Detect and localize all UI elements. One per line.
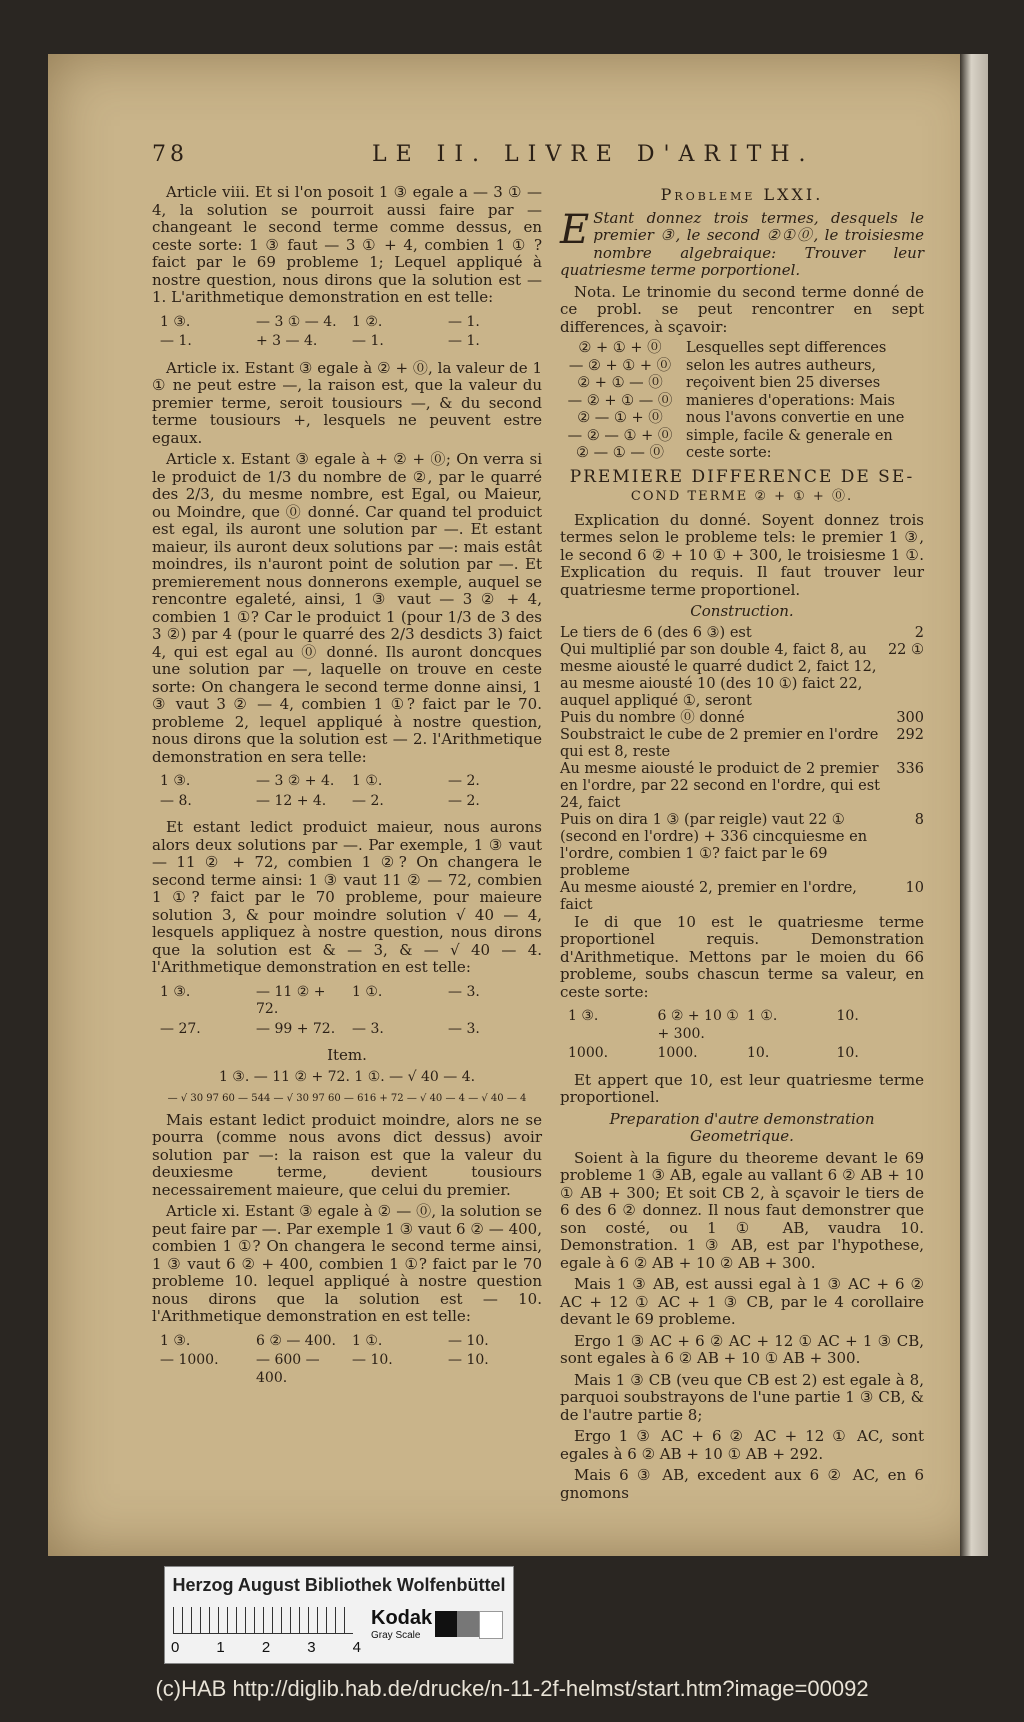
library-color-card xyxy=(164,1566,514,1664)
problem-title: Probleme LXXI. xyxy=(660,185,824,204)
calc-cell: — 1. xyxy=(448,333,480,349)
kodak-label xyxy=(371,1607,432,1641)
calc-cell: — 1. xyxy=(448,313,480,330)
calc-cell: — 3 ① — 4. xyxy=(256,313,337,330)
construction-steps xyxy=(560,625,924,914)
calc-cell: — 1. xyxy=(160,333,192,349)
gray-scale-label: Gray Scale xyxy=(371,1630,421,1641)
calc-cell: — 1. xyxy=(352,333,384,349)
calc-cell: — 3. xyxy=(352,1020,384,1037)
construction-step-value: 2 xyxy=(914,624,924,641)
calc-cell: — 600 — 400. xyxy=(256,1352,320,1386)
page-number: 78 xyxy=(152,142,188,167)
construction-step-value: 10 xyxy=(905,879,924,896)
calc-cell: — 1000. xyxy=(160,1352,219,1368)
construction-step-value: 300 xyxy=(896,709,924,726)
problem-statement xyxy=(560,206,924,280)
calc-cell: 1 ③. xyxy=(568,1008,599,1024)
calc-cell: 1 ③. xyxy=(160,1332,191,1349)
article-10-end: Mais estant ledict produict moindre, alors ne se pourra (comme nous avons dict dessus) avoir solution par —: la raison est que la valeur du deuxiesme terme, devient tousiours necessairement maieure, que celui du premier. xyxy=(152,1110,542,1199)
calc-cell: 1 ①. xyxy=(352,773,383,789)
preparation-heading: Preparation d'autre demonstration Geometrique. xyxy=(609,1109,875,1145)
nota: Nota. Le trinomie du second terme donné de ce probl. se peut rencontrer en sept differences, à sçavoir: xyxy=(560,282,924,336)
ruler-scale xyxy=(173,1607,353,1634)
construction-step-text: Puis du nombre ⓪ donné xyxy=(560,709,745,726)
construction-step-text: Au mesme aiousté 2, premier en l'ordre, faict xyxy=(560,879,857,913)
conclusion: Ie di que 10 est le quatriesme terme proportionel requis. Demonstration d'Arithmetique. Mettons par le moien du 66 probleme, soubs chascun terme sa valeur, en ceste sorte: xyxy=(560,912,924,1001)
library-name: Herzog August Bibliothek Wolfenbüttel xyxy=(172,1575,506,1595)
construction-step-text: Puis on dira 1 ③ (par reigle) vaut 22 ① (second en l'ordre) + 336 cincquiesme en l'ordre, combien 1 ①? faict par le 69 probleme xyxy=(560,811,868,879)
construction-step-text: Le tiers de 6 (des 6 ③) est xyxy=(560,624,752,641)
appert: Et appert que 10, est leur quatriesme terme proportionel. xyxy=(560,1070,924,1106)
calc-cell: 1 ③. xyxy=(160,983,191,1000)
difference-item: — ② + ① — ⓪ xyxy=(567,392,673,409)
construction-step-text: Soubstraict le cube de 2 premier en l'ordre qui est 8, reste xyxy=(560,726,879,760)
calc-line-4b: — √ 30 97 60 — 544 — √ 30 97 60 — 616 + 72 — √ 40 — 4 — √ 40 — 4 xyxy=(167,1093,527,1104)
right-column xyxy=(560,184,924,1506)
construction-step-text: Au mesme aiousté le produict de 2 premier en l'ordre, par 22 second en l'ordre, qui est 24, faict xyxy=(560,760,880,811)
differences-block xyxy=(560,340,924,463)
calc-block-1 xyxy=(158,313,542,352)
calc-block-6 xyxy=(566,1007,924,1064)
calc-cell: — 99 + 72. xyxy=(256,1020,336,1037)
difference-item: ② — ① — ⓪ xyxy=(576,445,664,461)
running-header xyxy=(152,142,922,168)
calc-cell: — 3 ② + 4. xyxy=(256,773,335,789)
calc-cell: 1000. xyxy=(657,1045,698,1061)
item-heading: Item. xyxy=(327,1046,367,1064)
calc-cell: — 3. xyxy=(448,1020,480,1037)
article-9: Article ix. Estant ③ egale à ② + ⓪, la valeur de 1 ① ne peut estre —, la raison est, que la valeur du premier terme, seroit tousiours —, & du second terme tousiours +, lesquels ne peuvent estre egaux. xyxy=(152,358,542,447)
calc-cell: 6 ② — 400. xyxy=(256,1332,336,1349)
article-10: Article x. Estant ③ egale à + ② + ⓪; On verra si le produict de 1/3 du nombre de ②, par le quarré des 2/3, du mesme nombre, est Egal, ou Maieur, ou Moindre, que ⓪ donné. Car quand tel produict est egal, ils auront une solution par —. Et estant maieur, ils auront deux solutions par —: mais estât moindres, ils n'auront point de solution par —. Et premierement nous donnerons exemple, auquel se rencontre egaleté, ainsi, 1 ③ vaut — 3 ② + 4, combien 1 ①? Car le produict 1 (pour 1/3 de 3 des 3 ②) par 4 (pour le quarré des 2/3 desdicts 3) faict 4, qui est egal au ⓪ donné. Ils auront doncques une solution par —, laquelle on trouve en ceste sorte: On changera le second terme donne ainsi, 1 ③ vaut 3 ② — 4, combien 1 ①? faict par le 70. probleme 2, lequel appliqué à nostre question, nous dirons que la solution est — 2. l'Arithmetique demonstration en sera telle: xyxy=(152,450,542,766)
calc-cell: — 3. xyxy=(448,983,480,1000)
calc-cell: + 3 — 4. xyxy=(256,333,318,349)
calc-cell: 10. xyxy=(836,1045,859,1061)
calc-cell: — 11 ② + 72. xyxy=(256,983,326,1017)
swatch-white xyxy=(479,1611,503,1639)
calc-cell: — 2. xyxy=(352,792,384,809)
article-10-continued: Et estant ledict produict maieur, nous aurons alors deux solutions par —. Par exemple, 1 ③ vaut — 11 ② + 72, combien 1 ②? On changera le second terme ainsi: 1 ③ vaut 11 ② — 72, combien 1 ①? faict par le 70 probleme, pour maieure solution 3, & pour moindre solution √ 40 — 4, lesquels appliquez à nostre question, nous dirons que la solution est & — 3, & — √ 40 — 4. l'Arithmetique demonstration en est telle: xyxy=(152,818,542,976)
calc-cell: 1 ③. xyxy=(160,313,191,330)
calc-cell: 10. xyxy=(836,1008,859,1024)
difference-item: ② + ① + ⓪ xyxy=(578,340,662,356)
calc-cell: — 2. xyxy=(448,792,480,809)
difference-item: ② + ① — ⓪ xyxy=(577,375,663,391)
calc-cell: 1 ②. xyxy=(352,313,383,330)
geometric-paragraph: Soient à la figure du theoreme devant le 69 probleme 1 ③ AB, egale au vallant 6 ② AB + 10 ① AB + 300; Et soit CB 2, à sçavoir le tiers de 6 des 6 ② donnez. Il nous faut demonstrer que son costé, ou 1 ① AB, vaudra 10. Demonstration. 1 ③ AB, est par l'hypothese, egale à 6 ② AB + 10 ② AB + 300. xyxy=(560,1148,924,1272)
ruler-numbers xyxy=(171,1639,361,1656)
geometric-paragraph: Ergo 1 ③ AC + 6 ② AC + 12 ① AC, sont egales à 6 ② AB + 10 ① AB + 292. xyxy=(560,1427,924,1463)
calc-cell: — 12 + 4. xyxy=(256,792,327,809)
article-11: Article xi. Estant ③ egale à ② — ⓪, la solution se peut faire par —. Par exemple 1 ③ vaut 6 ② — 400, combien 1 ①? On changera le second terme ainsi, 1 ③ vaut 6 ② + 400, combien 1 ①? faict par le 70 probleme 10. lequel appliqué à nostre question nous dirons que la solution est — 10. l'Arithmetique demonstration en est telle: xyxy=(152,1202,542,1325)
geometric-paragraph: Mais 6 ③ AB, excedent aux 6 ② AC, en 6 gnomons xyxy=(560,1466,924,1502)
calc-block-5 xyxy=(158,1332,542,1389)
article-8: Article viii. Et si l'on posoit 1 ③ egale a — 3 ① — 4, la solution se pourroit aussi faire par — changeant le second terme comme dessus, en ceste sorte: 1 ③ faut — 3 ① + 4, combien 1 ① ? faict par le 69 probleme 1; Lequel appliqué à nostre question, nous dirons que la solution est — 1. L'arithmetique demonstration en est telle: xyxy=(152,183,542,306)
calc-block-2 xyxy=(158,772,542,811)
calc-cell: — 27. xyxy=(160,1020,201,1037)
problem-text: Stant donnez trois termes, desquels le premier ③, le second ②①⓪, le troisiesme nombre algebraique: Trouver leur quatriesme terme porportionel. xyxy=(560,208,924,279)
explication: Explication du donné. Soyent donnez trois termes selon le probleme tels: le premier 1 ③, le second 6 ② + 10 ① + 300, le troisiesme 1 ①. Explication du requis. Il faut trouver leur quatriesme terme proportionel. xyxy=(560,510,924,599)
ruler-number: 1 xyxy=(216,1639,225,1656)
ruler-number: 4 xyxy=(352,1639,361,1656)
calc-cell: 1 ①. xyxy=(352,1332,383,1349)
running-title: LE II. LIVRE D'ARITH. xyxy=(372,142,815,167)
swatch-gray xyxy=(457,1611,479,1637)
differences-text: Lesquelles sept differences selon les autres autheurs, reçoivent bien 25 diverses manieres d'operations: Mais nous l'avons convertie en une simple, facile & generale en ceste sorte: xyxy=(686,340,905,461)
copyright-url: (c)HAB http://diglib.hab.de/drucke/n-11-2f-helmst/start.htm?image=00092 xyxy=(155,1676,869,1701)
calc-cell: — 8. xyxy=(160,792,192,809)
calc-line-4: 1 ③. — 11 ② + 72. 1 ①. — √ 40 — 4. xyxy=(218,1068,476,1085)
ruler-number: 0 xyxy=(171,1639,180,1656)
drop-cap: E xyxy=(560,206,590,253)
difference-item: — ② — ① + ⓪ xyxy=(567,427,673,444)
kodak-brand: Kodak xyxy=(371,1607,433,1629)
calc-cell: — 10. xyxy=(448,1352,489,1368)
construction-step-text: Qui multiplié par son double 4, faict 8, au mesme aiousté le quarré dudict 2, faict 12, au mesme aiousté 10 (des 10 ①) faict 22, auquel appliqué ①, seront xyxy=(560,641,877,709)
construction-step-value: 292 xyxy=(896,726,924,743)
calc-cell: — 10. xyxy=(448,1332,489,1349)
calc-cell: — 2. xyxy=(448,773,480,789)
calc-cell: 6 ② + 10 ① + 300. xyxy=(657,1008,739,1042)
swatch-black xyxy=(435,1611,457,1637)
geometric-paragraph: Mais 1 ③ CB (veu que CB est 2) est egale à 8, parquoi soubstrayons de l'une partie 1 ③ CB, & de l'autre partie 8; xyxy=(560,1370,924,1424)
ruler-number: 3 xyxy=(307,1639,316,1656)
calc-cell: 1 ③. xyxy=(160,773,191,789)
construction-step-value: 336 xyxy=(896,760,924,777)
calc-cell: 10. xyxy=(747,1045,770,1061)
calc-cell: — 10. xyxy=(352,1352,393,1368)
calc-block-3 xyxy=(158,983,542,1040)
differences-list xyxy=(560,340,680,463)
section-title: PREMIERE DIFFERENCE DE SE- xyxy=(569,466,915,487)
difference-item: ② — ① + ⓪ xyxy=(577,410,663,426)
construction-step-value: 8 xyxy=(914,811,924,828)
geometric-paragraph: Ergo 1 ③ AC + 6 ② AC + 12 ① AC + 1 ③ CB, sont egales à 6 ② AB + 10 ① AB + 300. xyxy=(560,1331,924,1367)
ruler-number: 2 xyxy=(261,1639,271,1656)
calc-cell: 1000. xyxy=(568,1045,609,1061)
calc-cell: 1 ①. xyxy=(747,1008,778,1024)
gray-swatches xyxy=(435,1611,503,1639)
construction-step-value: 22 ① xyxy=(887,641,924,658)
left-column xyxy=(152,184,542,1396)
geometric-paragraph: Mais 1 ③ AB, est aussi egal à 1 ③ AC + 6 ② AC + 12 ① AC + 1 ③ CB, par le 4 corollaire devant le 69 probleme. xyxy=(560,1275,924,1328)
construction-heading: Construction. xyxy=(690,602,794,620)
next-leaf-edge xyxy=(960,54,988,1556)
calc-cell: 1 ①. xyxy=(352,983,383,1000)
section-subtitle: COND TERME ② + ① + ⓪. xyxy=(630,489,854,504)
difference-item: — ② + ① + ⓪ xyxy=(568,357,672,374)
